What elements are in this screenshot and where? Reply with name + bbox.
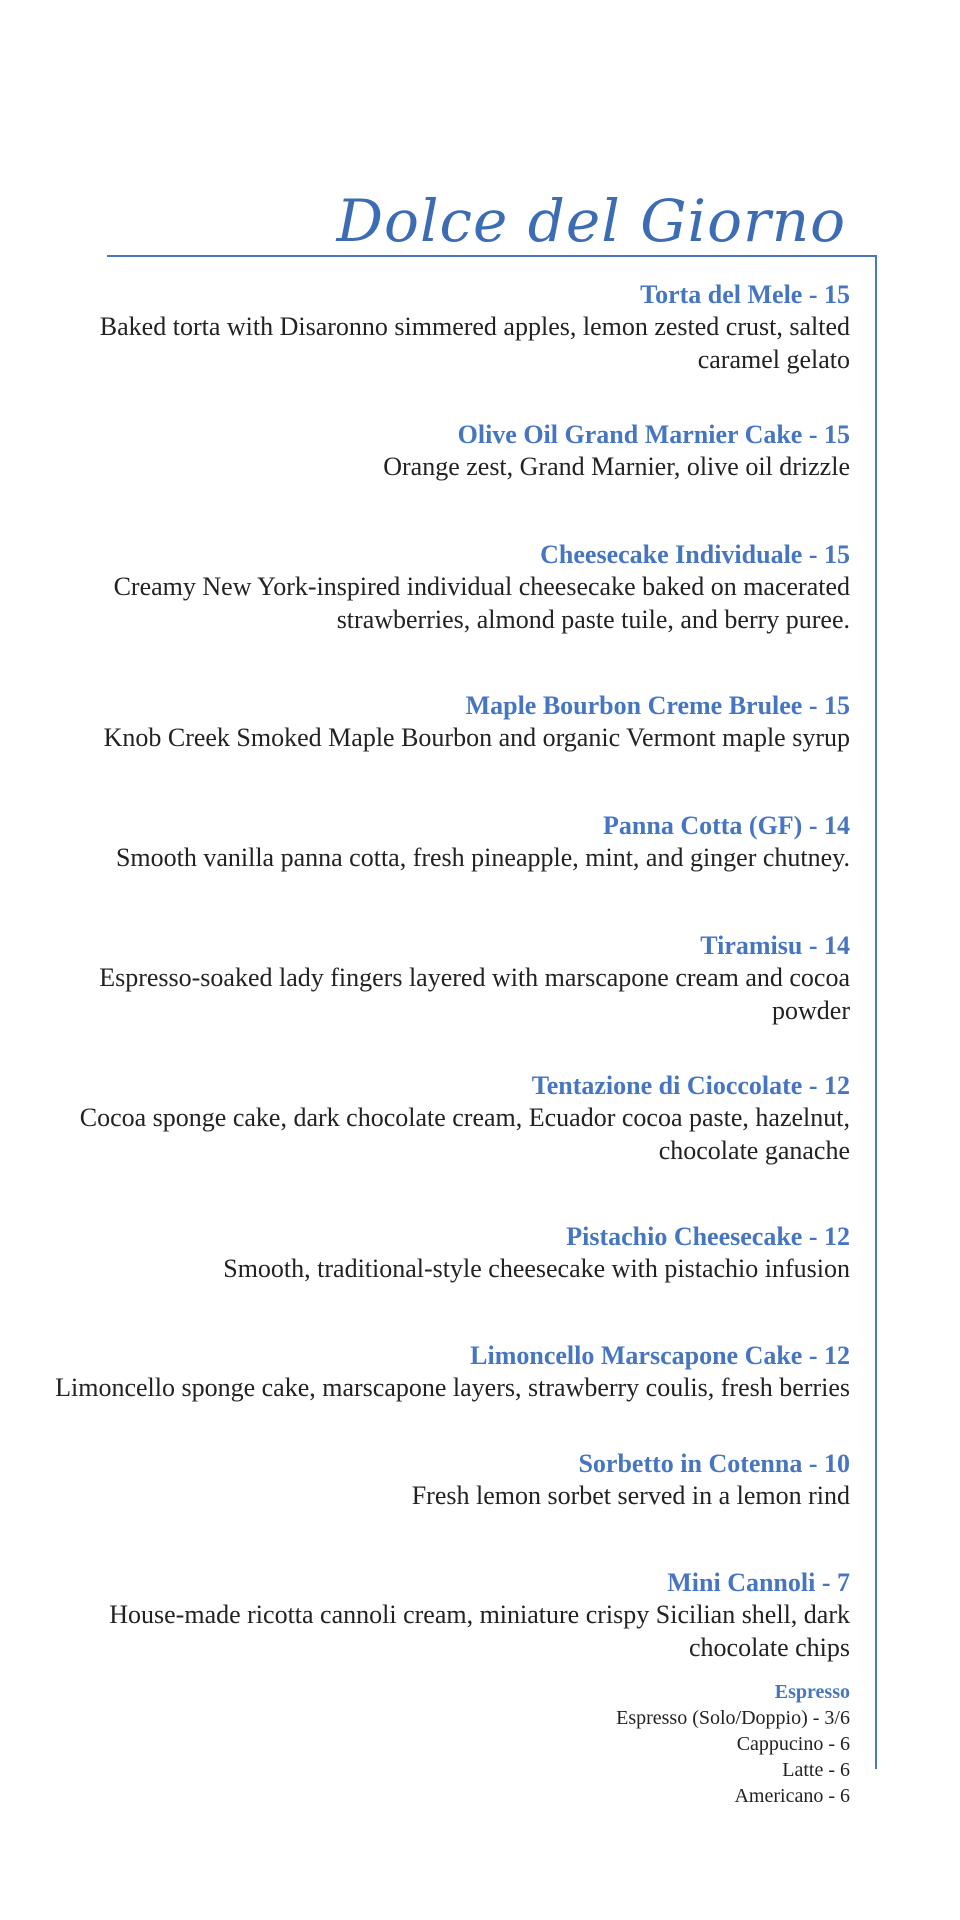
menu-item-name: Maple Bourbon Creme Brulee - 15 [465, 691, 850, 720]
menu-item-name: Olive Oil Grand Marnier Cake - 15 [457, 420, 850, 449]
menu-item-torta-del-mele [20, 280, 850, 376]
menu-item-limoncello-marscapone-cake [20, 1341, 850, 1404]
right-border-line [875, 255, 877, 1769]
menu-item-sorbetto-in-cotenna [20, 1449, 850, 1512]
menu-item-name: Cheesecake Individuale - 15 [540, 540, 850, 569]
menu-item-description: Knob Creek Smoked Maple Bourbon and organic Vermont maple syrup [103, 723, 850, 752]
menu-item-description: Limoncello sponge cake, marscapone layers, strawberry coulis, fresh berries [55, 1373, 850, 1402]
menu-item-tiramisu [20, 931, 850, 1027]
menu-item-name: Tiramisu - 14 [700, 931, 850, 960]
espresso-line: Espresso (Solo/Doppio) - 3/6 [616, 1707, 850, 1729]
menu-item-olive-oil-cake [20, 420, 850, 483]
menu-item-description: Smooth vanilla panna cotta, fresh pineapple, mint, and ginger chutney. [115, 843, 850, 872]
menu-item-description: Fresh lemon sorbet served in a lemon rind [411, 1481, 850, 1510]
menu-item-tentazione-di-cioccolate [20, 1071, 850, 1167]
menu-item-pistachio-cheesecake [20, 1222, 850, 1285]
menu-item-maple-bourbon-creme-brulee [20, 691, 850, 754]
menu-item-description: Baked torta with Disaronno simmered apples, lemon zested crust, salted caramel gelato [99, 312, 850, 374]
menu-item-description: House-made ricotta cannoli cream, miniature crispy Sicilian shell, dark chocolate chips [109, 1600, 850, 1662]
menu-item-name: Mini Cannoli - 7 [667, 1568, 850, 1597]
menu-item-name: Limoncello Marscapone Cake - 12 [470, 1341, 850, 1370]
menu-item-name: Torta del Mele - 15 [640, 280, 850, 309]
menu-item-name: Panna Cotta (GF) - 14 [603, 811, 850, 840]
menu-item-description: Smooth, traditional-style cheesecake with pistachio infusion [223, 1254, 850, 1283]
menu-item-description: Espresso-soaked lady fingers layered with marscapone cream and cocoa powder [99, 963, 850, 1025]
espresso-line: Cappucino - 6 [736, 1733, 850, 1755]
menu-item-description: Orange zest, Grand Marnier, olive oil drizzle [383, 452, 850, 481]
menu-title: Dolce del Giorno [336, 187, 846, 255]
espresso-line: Latte - 6 [782, 1759, 850, 1781]
menu-item-panna-cotta [20, 811, 850, 874]
menu-item-description: Creamy New York-inspired individual cheesecake baked on macerated strawberries, almond paste tuile, and berry puree. [113, 572, 850, 634]
menu-item-name: Pistachio Cheesecake - 12 [566, 1222, 850, 1251]
menu-item-name: Sorbetto in Cotenna - 10 [578, 1449, 850, 1478]
espresso-line: Americano - 6 [734, 1785, 850, 1807]
title-divider [107, 255, 876, 257]
menu-item-name: Tentazione di Cioccolate - 12 [531, 1071, 850, 1100]
espresso-section [616, 1679, 850, 1809]
espresso-title: Espresso [774, 1681, 850, 1703]
menu-item-mini-cannoli [20, 1568, 850, 1664]
menu-item-description: Cocoa sponge cake, dark chocolate cream, Ecuador cocoa paste, hazelnut, chocolate ganache [79, 1103, 850, 1165]
menu-item-cheesecake-individuale [20, 540, 850, 636]
